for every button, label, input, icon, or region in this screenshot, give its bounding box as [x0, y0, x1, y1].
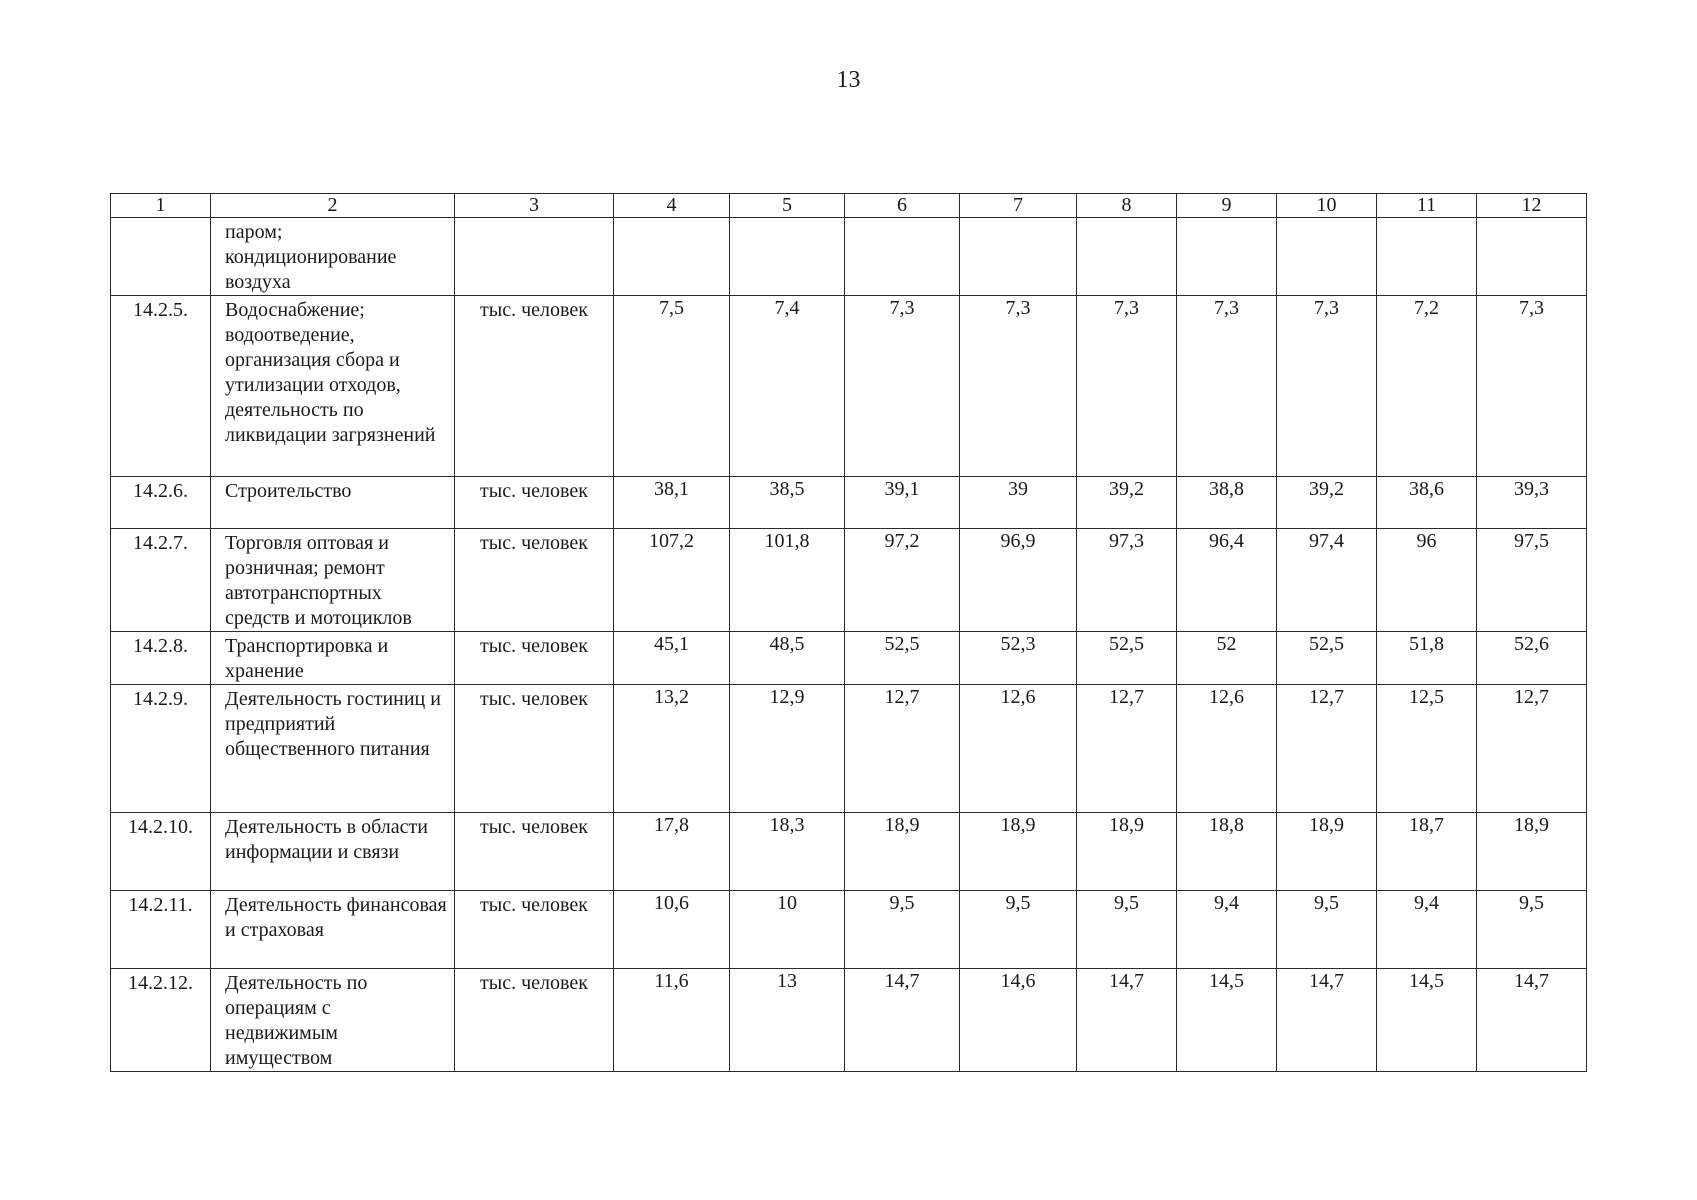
row-name: Деятельность гостиниц и предприятий общественного питания — [211, 685, 455, 813]
row-code — [111, 218, 211, 296]
row-value: 14,7 — [845, 969, 960, 1072]
row-value: 52 — [1177, 632, 1277, 685]
row-value: 11,6 — [614, 969, 730, 1072]
row-value: 12,9 — [730, 685, 845, 813]
row-value: 39,2 — [1077, 477, 1177, 529]
column-header: 11 — [1377, 194, 1477, 218]
row-value: 18,9 — [960, 813, 1077, 891]
table-row — [111, 813, 1587, 891]
row-value: 97,3 — [1077, 529, 1177, 632]
row-value — [1277, 218, 1377, 296]
row-value — [1477, 218, 1587, 296]
row-code: 14.2.5. — [111, 296, 211, 477]
row-value: 18,9 — [1277, 813, 1377, 891]
row-value: 14,7 — [1277, 969, 1377, 1072]
row-value: 12,7 — [1077, 685, 1177, 813]
row-value: 18,8 — [1177, 813, 1277, 891]
row-unit: тыс. человек — [455, 632, 614, 685]
indicator-table-container — [110, 193, 1586, 1072]
row-code: 14.2.6. — [111, 477, 211, 529]
row-value: 12,6 — [960, 685, 1077, 813]
row-value: 18,9 — [1077, 813, 1177, 891]
row-value — [960, 218, 1077, 296]
row-value: 7,3 — [1077, 296, 1177, 477]
table-row — [111, 632, 1587, 685]
row-value: 97,5 — [1477, 529, 1587, 632]
column-header: 6 — [845, 194, 960, 218]
row-value: 45,1 — [614, 632, 730, 685]
row-value: 12,7 — [1277, 685, 1377, 813]
column-header: 2 — [211, 194, 455, 218]
row-code: 14.2.8. — [111, 632, 211, 685]
column-header: 1 — [111, 194, 211, 218]
row-code: 14.2.12. — [111, 969, 211, 1072]
row-unit: тыс. человек — [455, 685, 614, 813]
row-name: паром; кондиционирование воздуха — [211, 218, 455, 296]
row-value: 96,4 — [1177, 529, 1277, 632]
row-value — [1077, 218, 1177, 296]
row-value: 7,3 — [960, 296, 1077, 477]
table-row — [111, 969, 1587, 1072]
row-value: 12,7 — [1477, 685, 1587, 813]
indicator-table — [110, 193, 1587, 1072]
row-value: 17,8 — [614, 813, 730, 891]
row-value: 9,5 — [960, 891, 1077, 969]
row-value: 7,3 — [1277, 296, 1377, 477]
row-value: 48,5 — [730, 632, 845, 685]
row-name: Водоснабжение; водоотведение, организация сбора и утилизации отходов, деятельность по ликвидации загрязнений — [211, 296, 455, 477]
row-value: 101,8 — [730, 529, 845, 632]
row-value: 96 — [1377, 529, 1477, 632]
row-value — [845, 218, 960, 296]
column-header: 9 — [1177, 194, 1277, 218]
row-unit: тыс. человек — [455, 813, 614, 891]
row-value: 97,2 — [845, 529, 960, 632]
row-value: 52,6 — [1477, 632, 1587, 685]
column-header: 3 — [455, 194, 614, 218]
row-value: 7,5 — [614, 296, 730, 477]
table-row — [111, 685, 1587, 813]
row-unit: тыс. человек — [455, 477, 614, 529]
row-value: 96,9 — [960, 529, 1077, 632]
row-name: Деятельность по операциям с недвижимым имуществом — [211, 969, 455, 1072]
row-value: 10,6 — [614, 891, 730, 969]
table-row — [111, 529, 1587, 632]
row-value: 7,4 — [730, 296, 845, 477]
column-header: 12 — [1477, 194, 1587, 218]
row-value: 18,9 — [845, 813, 960, 891]
column-number-header-row — [111, 194, 1587, 218]
row-name: Деятельность финансовая и страховая — [211, 891, 455, 969]
row-value: 9,4 — [1177, 891, 1277, 969]
row-code: 14.2.11. — [111, 891, 211, 969]
page-number: 13 — [836, 67, 861, 93]
row-value: 12,6 — [1177, 685, 1277, 813]
row-value: 18,9 — [1477, 813, 1587, 891]
row-value: 7,3 — [845, 296, 960, 477]
row-value — [1177, 218, 1277, 296]
row-value: 7,3 — [1177, 296, 1277, 477]
row-value: 38,8 — [1177, 477, 1277, 529]
row-value: 38,5 — [730, 477, 845, 529]
row-value: 39,3 — [1477, 477, 1587, 529]
row-value: 14,7 — [1477, 969, 1587, 1072]
column-header: 10 — [1277, 194, 1377, 218]
row-value: 13 — [730, 969, 845, 1072]
table-row — [111, 477, 1587, 529]
row-code: 14.2.9. — [111, 685, 211, 813]
row-value: 7,2 — [1377, 296, 1477, 477]
column-header: 8 — [1077, 194, 1177, 218]
row-value: 38,1 — [614, 477, 730, 529]
row-unit: тыс. человек — [455, 296, 614, 477]
row-value: 14,7 — [1077, 969, 1177, 1072]
row-name: Транспортировка и хранение — [211, 632, 455, 685]
row-value: 39,1 — [845, 477, 960, 529]
column-header: 5 — [730, 194, 845, 218]
row-value: 14,5 — [1377, 969, 1477, 1072]
row-code: 14.2.7. — [111, 529, 211, 632]
row-value: 14,5 — [1177, 969, 1277, 1072]
row-value: 18,3 — [730, 813, 845, 891]
row-name: Строительство — [211, 477, 455, 529]
row-name: Деятельность в области информации и связи — [211, 813, 455, 891]
row-value: 39,2 — [1277, 477, 1377, 529]
row-value: 12,5 — [1377, 685, 1477, 813]
row-value — [1377, 218, 1477, 296]
row-value: 52,3 — [960, 632, 1077, 685]
column-header: 7 — [960, 194, 1077, 218]
row-value: 13,2 — [614, 685, 730, 813]
row-value: 52,5 — [1077, 632, 1177, 685]
row-value — [614, 218, 730, 296]
row-value: 18,7 — [1377, 813, 1477, 891]
row-value: 9,5 — [1277, 891, 1377, 969]
row-value: 39 — [960, 477, 1077, 529]
row-code: 14.2.10. — [111, 813, 211, 891]
column-header: 4 — [614, 194, 730, 218]
row-value: 51,8 — [1377, 632, 1477, 685]
row-unit: тыс. человек — [455, 969, 614, 1072]
row-value: 52,5 — [1277, 632, 1377, 685]
table-row — [111, 891, 1587, 969]
row-value: 9,5 — [1077, 891, 1177, 969]
row-value — [730, 218, 845, 296]
row-unit: тыс. человек — [455, 891, 614, 969]
row-value: 52,5 — [845, 632, 960, 685]
row-value: 9,5 — [1477, 891, 1587, 969]
row-value: 107,2 — [614, 529, 730, 632]
row-name: Торговля оптовая и розничная; ремонт автотранспортных средств и мотоциклов — [211, 529, 455, 632]
row-unit: тыс. человек — [455, 529, 614, 632]
row-value: 38,6 — [1377, 477, 1477, 529]
row-value: 97,4 — [1277, 529, 1377, 632]
row-unit — [455, 218, 614, 296]
row-value: 10 — [730, 891, 845, 969]
row-value: 9,5 — [845, 891, 960, 969]
table-row — [111, 218, 1587, 296]
table-row — [111, 296, 1587, 477]
row-value: 12,7 — [845, 685, 960, 813]
row-value: 14,6 — [960, 969, 1077, 1072]
row-value: 9,4 — [1377, 891, 1477, 969]
row-value: 7,3 — [1477, 296, 1587, 477]
